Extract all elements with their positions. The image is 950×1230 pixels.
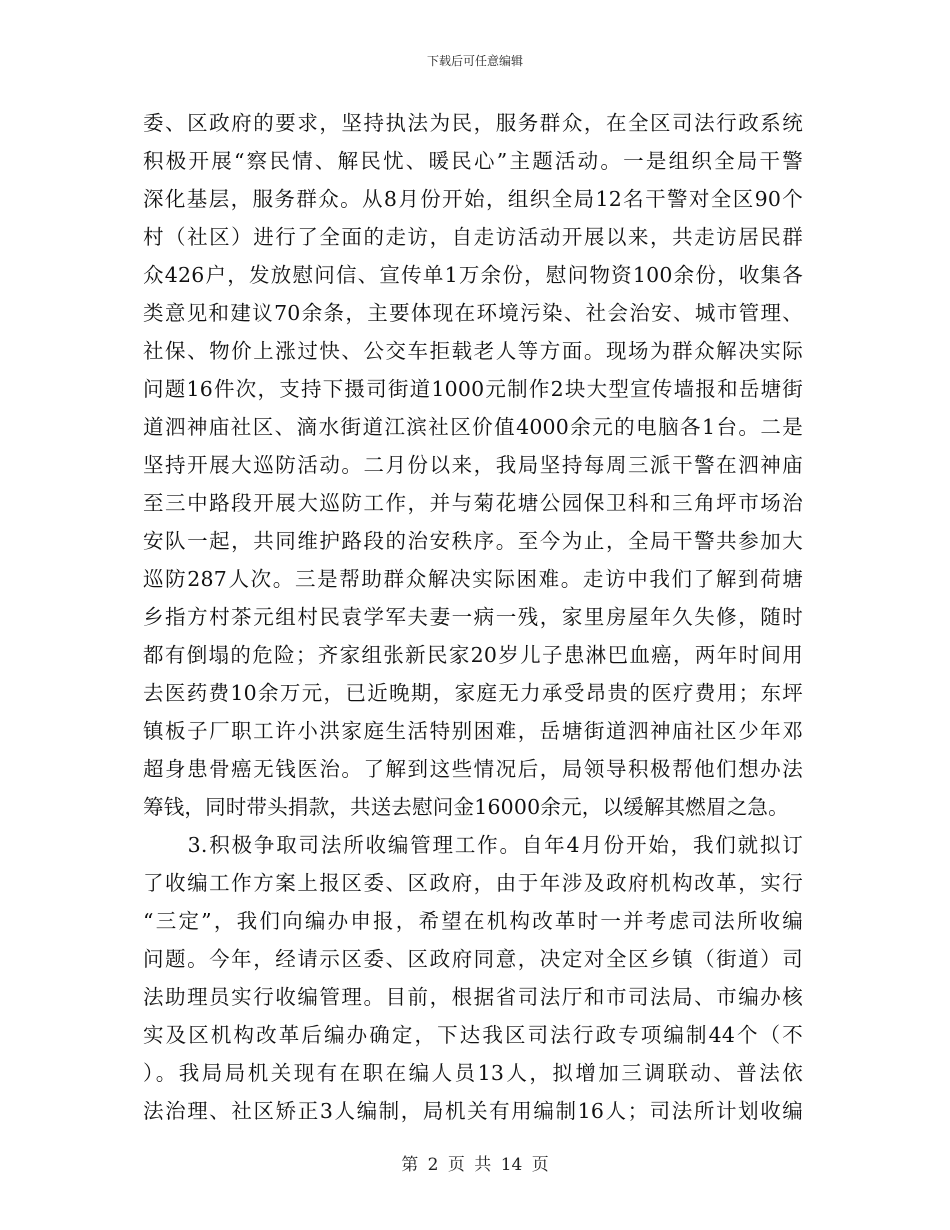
text-line: 乡指方村茶元组村民袁学军夫妻一病一残，家里房屋年久失修，随时 <box>143 605 803 629</box>
text-line: 类意见和建议70余条，主要体现在环境污染、社会治安、城市管理、 <box>143 301 803 325</box>
text-line: 筹钱，同时带头捐款，共送去慰问金16000余元，以缓解其燃眉之急。 <box>143 795 789 819</box>
text-line: ）。我局局机关现有在职在编人员13人，拟增加三调联动、普法依 <box>143 1061 803 1085</box>
text-line: 社保、物价上涨过快、公交车拒载老人等方面。现场为群众解决实际 <box>143 339 803 363</box>
text-line: 深化基层，服务群众。从8月份开始，组织全局12名干警对全区90个 <box>143 187 803 211</box>
text-line: “三定”，我们向编办申报，希望在机构改革时一并考虑司法所收编 <box>143 909 803 933</box>
text-line: 法治理、社区矫正3人编制，局机关有用编制16人；司法所计划收编 <box>143 1099 803 1123</box>
body-text <box>143 104 803 1130</box>
text-line: 积极开展“察民情、解民忧、暖民心”主题活动。一是组织全局干警 <box>143 149 803 173</box>
text-line: 至三中路段开展大巡防工作，并与菊花塘公园保卫科和三角坪市场治 <box>143 491 803 515</box>
text-line: 村（社区）进行了全面的走访，自走访活动开展以来，共走访居民群 <box>143 225 803 249</box>
text-line: 了收编工作方案上报区委、区政府，由于年涉及政府机构改革，实行 <box>143 871 803 895</box>
text-line: 坚持开展大巡防活动。二月份以来，我局坚持每周三派干警在泗神庙 <box>143 453 803 477</box>
text-line: 问题。今年，经请示区委、区政府同意，决定对全区乡镇（街道）司 <box>143 947 803 971</box>
text-line: 委、区政府的要求，坚持执法为民，服务群众，在全区司法行政系统 <box>143 111 803 135</box>
text-line: 巡防287人次。三是帮助群众解决实际困难。走访中我们了解到荷塘 <box>143 567 803 591</box>
text-line: 超身患骨癌无钱医治。了解到这些情况后，局领导积极帮他们想办法 <box>143 757 803 781</box>
paragraph-start-line: 3.积极争取司法所收编管理工作。自年4月份开始，我们就拟订 <box>143 833 803 857</box>
text-line: 法助理员实行收编管理。目前，根据省司法厅和市司法局、市编办核 <box>143 985 803 1009</box>
text-line: 都有倒塌的危险；齐家组张新民家20岁儿子患淋巴血癌，两年时间用 <box>143 643 803 667</box>
page-number-footer: 第 2 页 共 14 页 <box>401 1155 549 1175</box>
text-line: 众426户，发放慰问信、宣传单1万余份，慰问物资100余份，收集各 <box>143 263 803 287</box>
text-line: 问题16件次，支持下摄司街道1000元制作2块大型宣传墙报和岳塘街 <box>143 377 803 401</box>
text-line: 安队一起，共同维护路段的治安秩序。至今为止，全局干警共参加大 <box>143 529 803 553</box>
text-line: 道泗神庙社区、滴水街道江滨社区价值4000余元的电脑各1台。二是 <box>143 415 803 439</box>
text-line: 实及区机构改革后编办确定，下达我区司法行政专项编制44个（不 <box>143 1023 803 1047</box>
text-line: 镇板子厂职工许小洪家庭生活特别困难，岳塘街道泗神庙社区少年邓 <box>143 719 803 743</box>
page-header-note: 下载后可任意编辑 <box>426 54 523 68</box>
text-line: 去医药费10余万元，已近晚期，家庭无力承受昂贵的医疗费用；东坪 <box>143 681 803 705</box>
